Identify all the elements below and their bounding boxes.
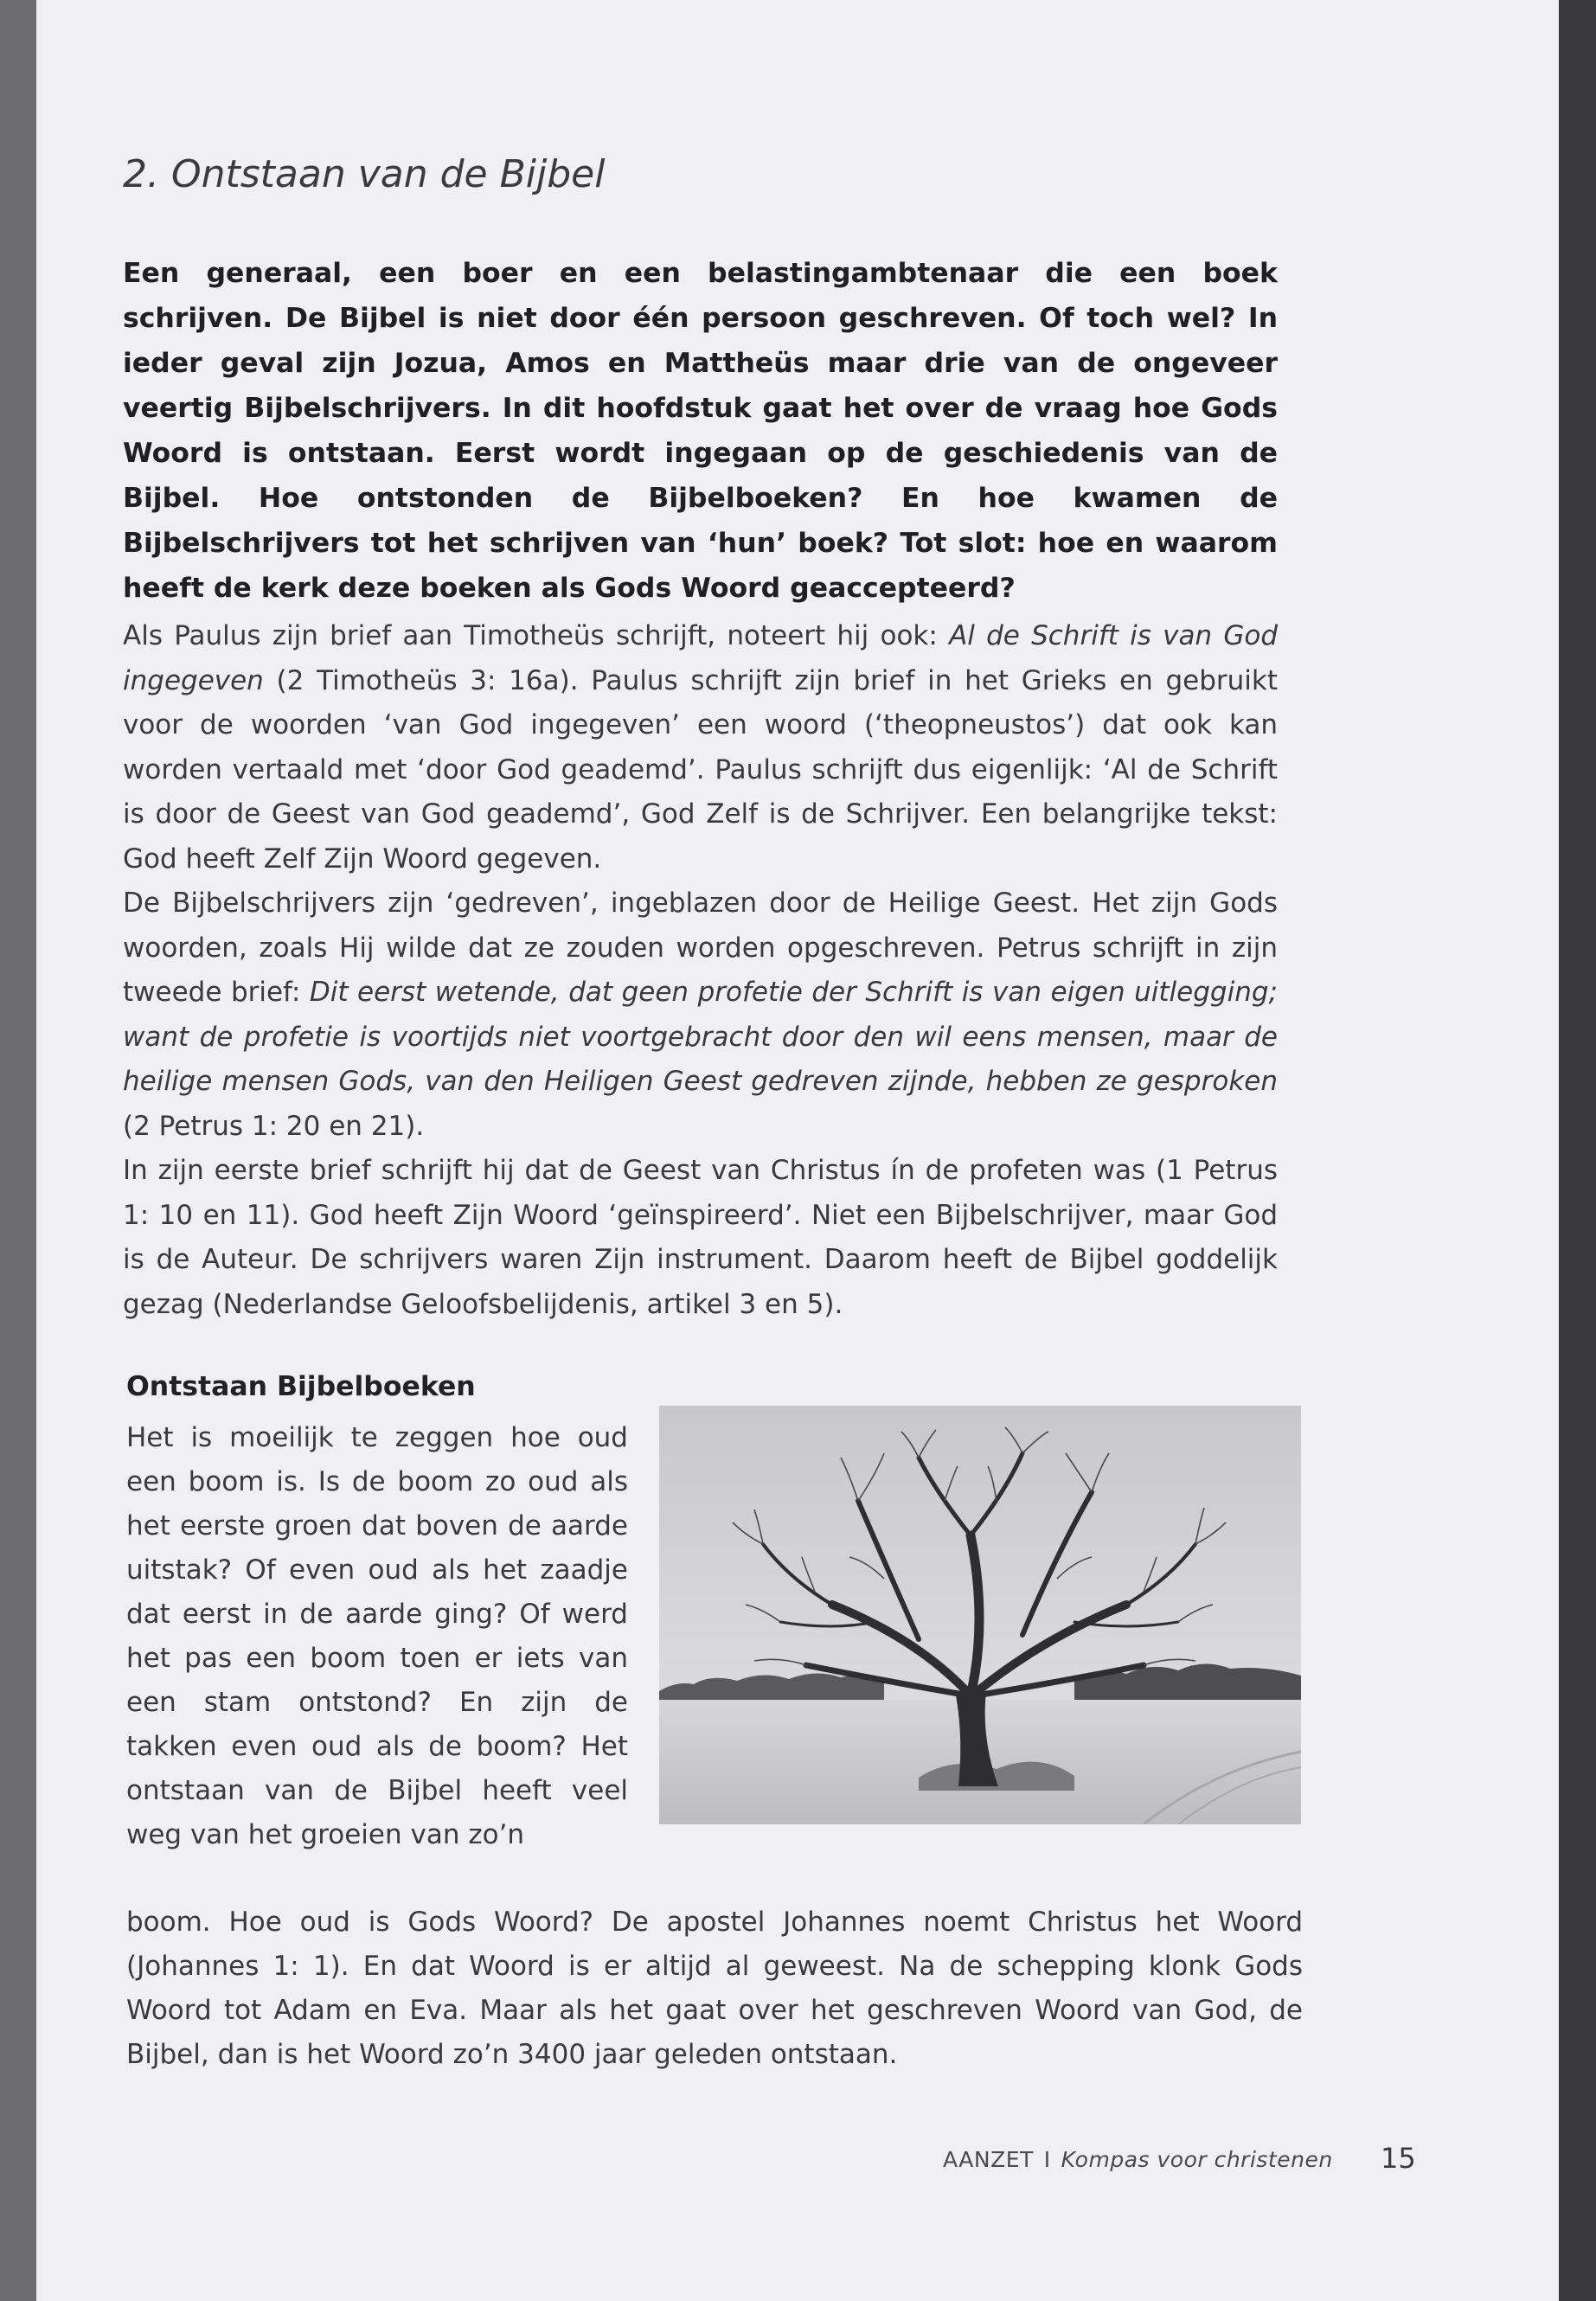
chapter-title: 2. Ontstaan van de Bijbel	[123, 152, 606, 196]
paragraph-1-reference: (2 Timotheüs 3: 16a). Paulus schrijft zijn brief in het Grieks en gebruikt voor de woorden ‘van God ingegeven’ een woord (‘theopneustos’) dat ook kan worden vertaald met ‘door God geademd’. Paulus schrijft dus eigenlijk: ‘Al de Schrift is door de Geest van God geademd’, God Zelf is de Schrijver. Een belangrijke tekst: God heeft Zelf Zijn Woord gegeven.	[123, 664, 1278, 875]
footer-book-title: Kompas voor christenen	[1061, 2147, 1333, 2172]
body-text	[123, 614, 1278, 1327]
page-footer	[943, 2147, 1333, 2172]
paragraph-2	[123, 881, 1278, 1149]
section-continuation-text: boom. Hoe oud is Gods Woord? De apostel Johannes noemt Christus het Woord (Johannes 1: 1). En dat Woord is er altijd al geweest. Na de schepping klonk Gods Woord tot Adam en Eva. Maar als het gaat over het geschreven Woord van God, de Bijbel, dan is het Woord zo’n 3400 jaar geleden ontstaan.	[126, 1907, 1303, 2070]
paragraph-1-text: Als Paulus zijn brief aan Timotheüs schrijft, noteert hij ook:	[123, 620, 950, 651]
footer-separator: I	[1043, 2147, 1051, 2172]
paragraph-1	[123, 614, 1278, 881]
tree-illustration	[659, 1406, 1301, 1824]
paragraph-3: In zijn eerste brief schrijft hij dat de Geest van Christus ín de profeten was (1 Petrus 1: 10 en 11). God heeft Zijn Woord ‘geïnspireerd’. Niet een Bijbelschrijver, maar God is de Auteur. De schrijvers waren Zijn instrument. Daarom heeft de Bijbel goddelijk gezag (Nederlandse Geloofsbelijdenis, artikel 3 en 5).	[123, 1155, 1278, 1320]
paragraph-2-quote: Dit eerst wetende, dat geen profetie der Schrift is van eigen uitlegging; want de profetie is voortijds niet voortgebracht door den wil eens mensen, maar de heilige mensen Gods, van den Heiligen Geest gedreven zijnde, hebben ze gesproken	[123, 977, 1278, 1097]
paragraph-2-reference: (2 Petrus 1: 20 en 21).	[123, 1110, 425, 1142]
section-heading: Ontstaan Bijbelboeken	[126, 1371, 476, 1402]
page-edge-shadow	[1559, 0, 1596, 2301]
tree-photo	[659, 1406, 1301, 1824]
section-column-text: Het is moeilijk te zeggen hoe oud een boom is. Is de boom zo oud als het eerste groen dat boven de aarde uitstak? Of even oud als het zaadje dat eerst in de aarde ging? Of werd het pas een boom toen er iets van een stam ontstond? En zijn de takken even oud als de boom? Het ontstaan van de Bijbel heeft veel weg van het groeien van zo’n	[126, 1422, 628, 1850]
page-number: 15	[1381, 2142, 1416, 2175]
paragraph-1-quote: Al de Schrift is van God ingegeven	[123, 620, 1278, 696]
footer-series: AANZET	[943, 2147, 1034, 2172]
paragraph-2-text: De Bijbelschrijvers zijn ‘gedreven’, ingeblazen door de Heilige Geest. Het zijn Gods woorden, zoals Hij wilde dat ze zouden worden opgeschreven. Petrus schrijft in zijn tweede brief:	[123, 888, 1278, 1008]
intro-paragraph: Een generaal, een boer en een belastingambtenaar die een boek schrijven. De Bijbel is niet door één persoon geschreven. Of toch wel? In ieder geval zijn Jozua, Amos en Mattheüs maar drie van de ongeveer veertig Bijbelschrijvers. In dit hoofdstuk gaat het over de vraag hoe Gods Woord is ontstaan. Eerst wordt ingegaan op de geschiedenis van de Bijbel. Hoe ontstonden de Bijbelboeken? En hoe kwamen de Bijbelschrijvers tot het schrijven van ‘hun’ boek? Tot slot: hoe en waarom heeft de kerk deze boeken als Gods Woord geaccepteerd?	[123, 258, 1278, 604]
book-binding-shadow	[0, 0, 36, 2301]
